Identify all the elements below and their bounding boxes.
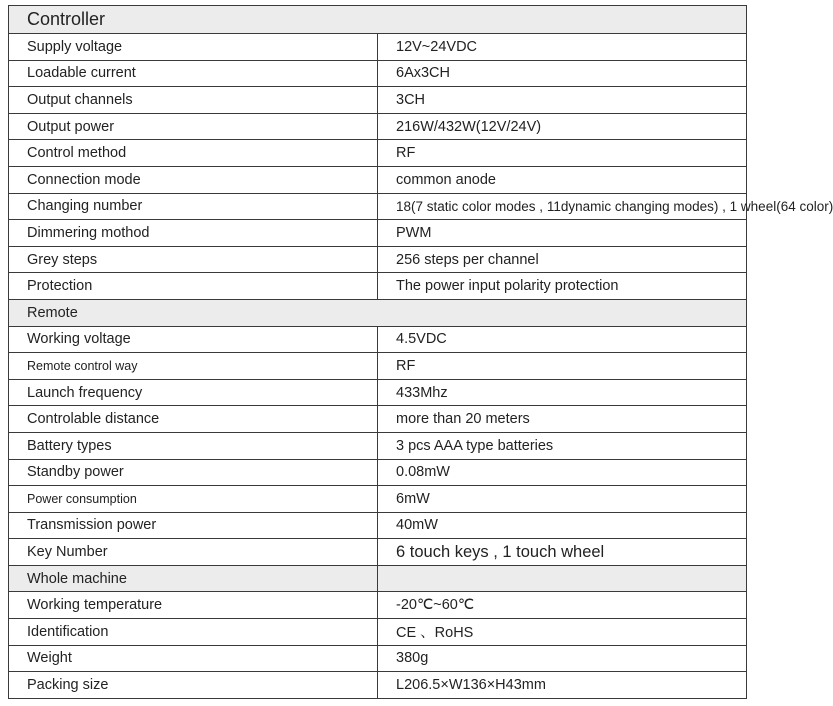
- row-value: 3CH: [378, 87, 747, 114]
- row-label: Connection mode: [9, 166, 378, 193]
- row-label: Output channels: [9, 87, 378, 114]
- table-row: [9, 645, 747, 672]
- table-row: [9, 166, 747, 193]
- row-value: CE 、RoHS: [378, 619, 747, 646]
- row-value: 256 steps per channel: [378, 246, 747, 273]
- row-label: Packing size: [9, 672, 378, 699]
- section-title: Whole machine: [9, 565, 378, 592]
- row-label: Grey steps: [9, 246, 378, 273]
- table-row: [9, 113, 747, 140]
- row-label: Key Number: [9, 539, 378, 566]
- row-label: Working temperature: [9, 592, 378, 619]
- row-value: RF: [378, 140, 747, 167]
- table-row: [9, 619, 747, 646]
- row-value: 0.08mW: [378, 459, 747, 486]
- section-title: Remote: [9, 299, 747, 326]
- row-label: Launch frequency: [9, 379, 378, 406]
- section-title: Controller: [9, 6, 747, 34]
- section-header-controller: [9, 6, 747, 34]
- table-row: [9, 672, 747, 699]
- table-row: [9, 459, 747, 486]
- table-row: [9, 539, 747, 566]
- row-label: Battery types: [9, 432, 378, 459]
- row-value: RF: [378, 353, 747, 380]
- row-label: Weight: [9, 645, 378, 672]
- section-empty-cell: [378, 565, 747, 592]
- table-row: [9, 353, 747, 380]
- row-value: common anode: [378, 166, 747, 193]
- row-label: Protection: [9, 273, 378, 300]
- table-row: [9, 246, 747, 273]
- row-value: 3 pcs AAA type batteries: [378, 432, 747, 459]
- row-value: 6Ax3CH: [378, 60, 747, 87]
- section-header-remote: [9, 299, 747, 326]
- row-value: 18(7 static color modes , 11dynamic changing modes) , 1 wheel(64 color): [378, 193, 747, 220]
- row-value: 4.5VDC: [378, 326, 747, 353]
- table-row: [9, 592, 747, 619]
- row-value: 12V~24VDC: [378, 34, 747, 61]
- table-row: [9, 273, 747, 300]
- row-value: 6mW: [378, 486, 747, 513]
- row-label: Identification: [9, 619, 378, 646]
- table-row: [9, 486, 747, 513]
- row-value: 380g: [378, 645, 747, 672]
- spec-table: [8, 5, 833, 699]
- row-label: Remote control way: [9, 353, 378, 380]
- row-label: Control method: [9, 140, 378, 167]
- row-label: Controlable distance: [9, 406, 378, 433]
- row-value: 216W/432W(12V/24V): [378, 113, 747, 140]
- row-label: Dimmering mothod: [9, 220, 378, 247]
- row-value: L206.5×W136×H43mm: [378, 672, 747, 699]
- row-label: Output power: [9, 113, 378, 140]
- row-label: Power consumption: [9, 486, 378, 513]
- row-label: Loadable current: [9, 60, 378, 87]
- row-label: Supply voltage: [9, 34, 378, 61]
- row-label: Working voltage: [9, 326, 378, 353]
- table-row: [9, 326, 747, 353]
- row-label: Transmission power: [9, 512, 378, 539]
- table-row: [9, 379, 747, 406]
- table-row: [9, 406, 747, 433]
- row-label: Standby power: [9, 459, 378, 486]
- section-header-whole-machine: [9, 565, 747, 592]
- table-row: [9, 140, 747, 167]
- table-row: [9, 432, 747, 459]
- table-row: [9, 220, 747, 247]
- table-row: [9, 87, 747, 114]
- table-row: [9, 512, 747, 539]
- row-value: -20℃~60℃: [378, 592, 747, 619]
- row-value: The power input polarity protection: [378, 273, 747, 300]
- row-value: 433Mhz: [378, 379, 747, 406]
- row-value: 40mW: [378, 512, 747, 539]
- table-row: [9, 193, 747, 220]
- table-row: [9, 60, 747, 87]
- table-row: [9, 34, 747, 61]
- row-label: Changing number: [9, 193, 378, 220]
- row-value: 6 touch keys , 1 touch wheel: [378, 539, 747, 566]
- row-value: more than 20 meters: [378, 406, 747, 433]
- row-value: PWM: [378, 220, 747, 247]
